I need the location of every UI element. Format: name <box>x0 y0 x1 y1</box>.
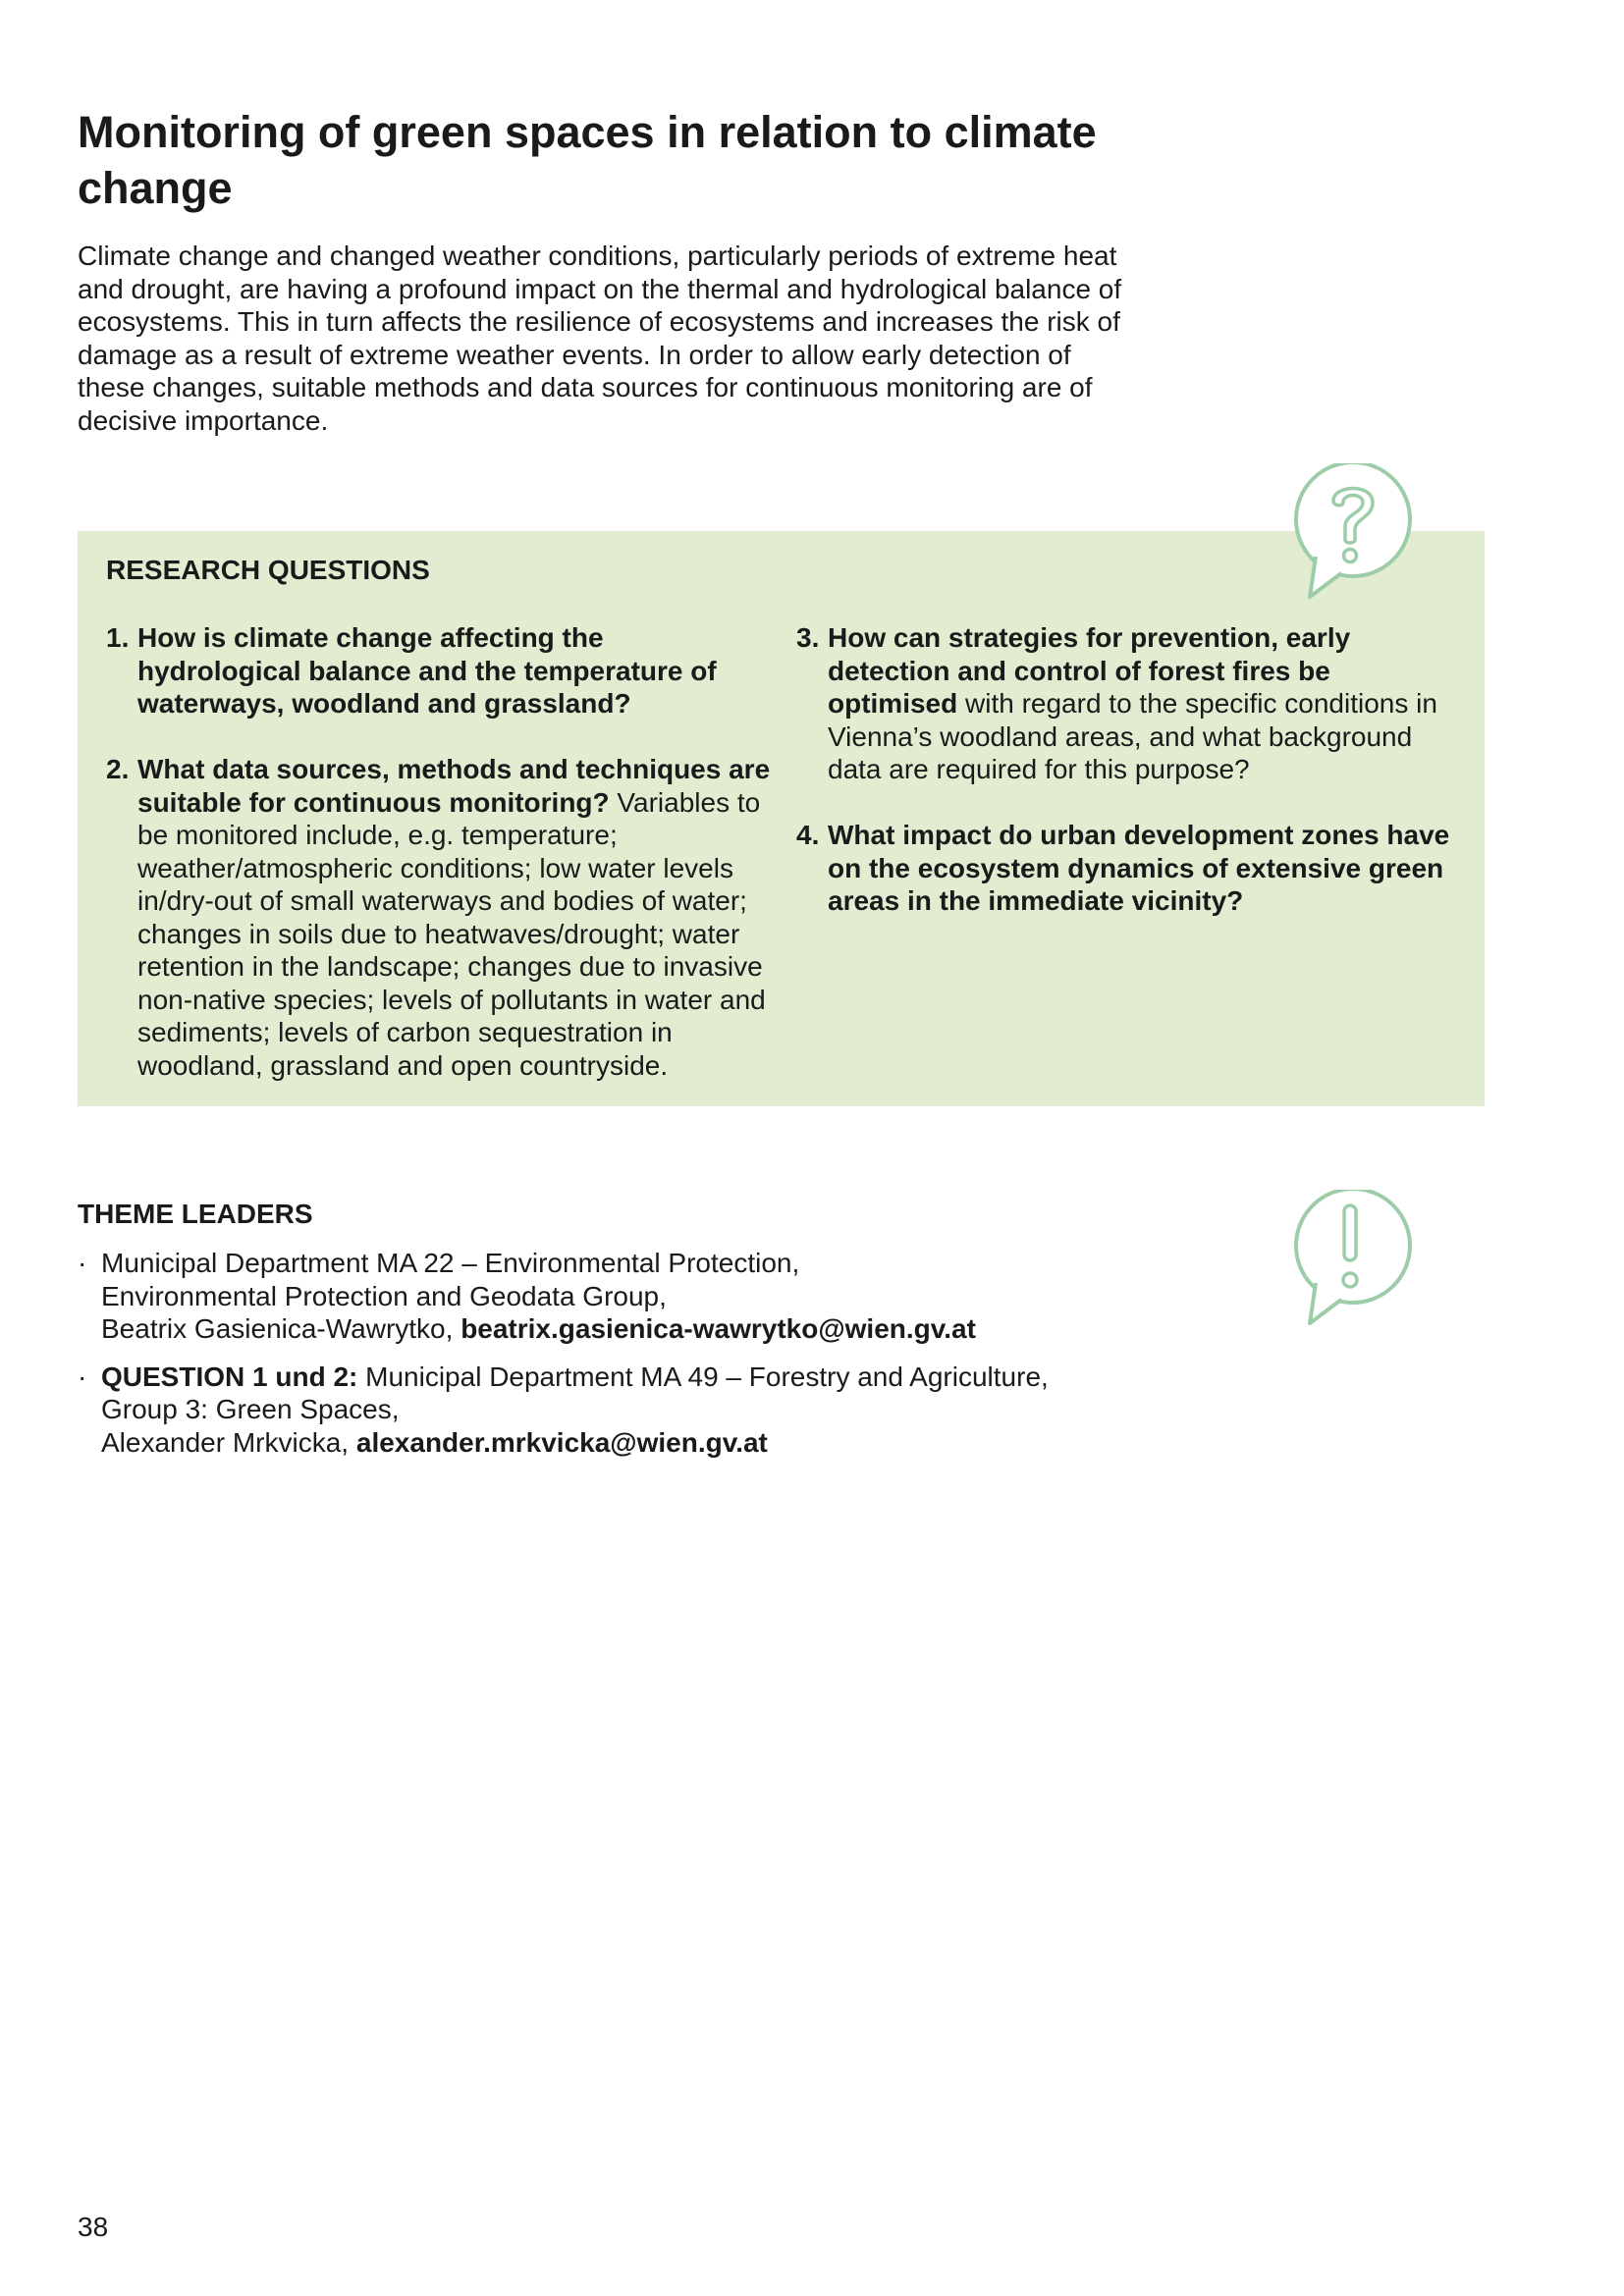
leader-email: beatrix.gasienica-wawrytko@wien.gv.at <box>460 1313 976 1344</box>
theme-leaders-list <box>78 1247 1158 1473</box>
research-questions-heading: RESEARCH QUESTIONS <box>106 555 430 585</box>
question-bold-text: What data sources, methods and techniques are suitable for continuous monitoring? <box>137 754 771 818</box>
leader-group: Group 3: Green Spaces, <box>101 1394 400 1424</box>
theme-leader-line-1 <box>101 1247 1158 1280</box>
bullet: · <box>78 1248 87 1278</box>
research-questions-box <box>78 531 1485 1106</box>
questions-column-left <box>106 621 774 1115</box>
page-title: Monitoring of green spaces in relation to climate change <box>78 107 1097 213</box>
question-text: Variables to be monitored include, e.g. temperature; weather/atmospheric conditions; low water levels in/dry-out of small waterways and bodies of water; changes in soils due to heatwaves/drought; water retention in the landscape; changes due to invasive non-native species; levels of pollutants in water and sediments; levels of carbon sequestration in woodland, grassland and open countryside. <box>137 786 766 1081</box>
research-question-4 <box>796 819 1464 918</box>
research-question-2 <box>106 753 774 1082</box>
theme-leaders-heading: THEME LEADERS <box>78 1199 313 1229</box>
page-number: 38 <box>78 2212 109 2242</box>
theme-leader-item <box>78 1247 1158 1346</box>
question-number: 1. <box>106 622 130 653</box>
research-question-1 <box>106 621 774 721</box>
theme-leader-contact <box>101 1426 1158 1460</box>
bullet: · <box>78 1361 87 1392</box>
exclamation-speech-bubble-icon <box>1288 1190 1416 1327</box>
intro-paragraph: Climate change and changed weather conditions, particularly periods of extreme heat and drought, are having a profound impact on the thermal and hydrological balance of ecosystems. This in turn affects the resilience of ecosystems and increases the risk of damage as a result of extreme weather events. In order to allow early detection of these changes, suitable methods and data sources for continuous monitoring are of decisive importance. <box>78 240 1122 436</box>
leader-email: alexander.mrkvicka@wien.gv.at <box>355 1426 768 1458</box>
leader-lead-bold: QUESTION 1 und 2: <box>101 1361 366 1392</box>
leader-group: Environmental Protection and Geodata Group, <box>101 1280 667 1311</box>
leader-name: Alexander Mrkvicka, <box>101 1426 356 1458</box>
question-speech-bubble-icon <box>1288 463 1416 601</box>
leader-department: Municipal Department MA 49 – Forestry and Agriculture, <box>365 1361 1049 1392</box>
leader-department: Municipal Department MA 22 – Environmental Protection, <box>101 1248 800 1278</box>
question-text: with regard to the specific conditions in Vienna’s woodland areas, and what background data are required for this purpose? <box>828 688 1437 784</box>
question-number: 3. <box>796 622 820 653</box>
questions-column-right <box>796 621 1464 950</box>
theme-leader-contact <box>101 1312 1158 1346</box>
leader-name: Beatrix Gasienica-Wawrytko, <box>101 1313 461 1344</box>
question-bold-text: What impact do urban development zones have on the ecosystem dynamics of extensive green areas in the immediate vicinity? <box>828 820 1450 916</box>
question-number: 4. <box>796 820 820 850</box>
research-question-3 <box>796 621 1464 786</box>
question-bold-text: How is climate change affecting the hydrological balance and the temperature of waterways, woodland and grassland? <box>137 622 717 719</box>
theme-leader-line-1 <box>101 1361 1158 1394</box>
question-bold-text: How can strategies for prevention, early detection and control of forest fires be optimised <box>828 622 1351 719</box>
question-number: 2. <box>106 754 130 784</box>
theme-leader-item <box>78 1361 1158 1460</box>
